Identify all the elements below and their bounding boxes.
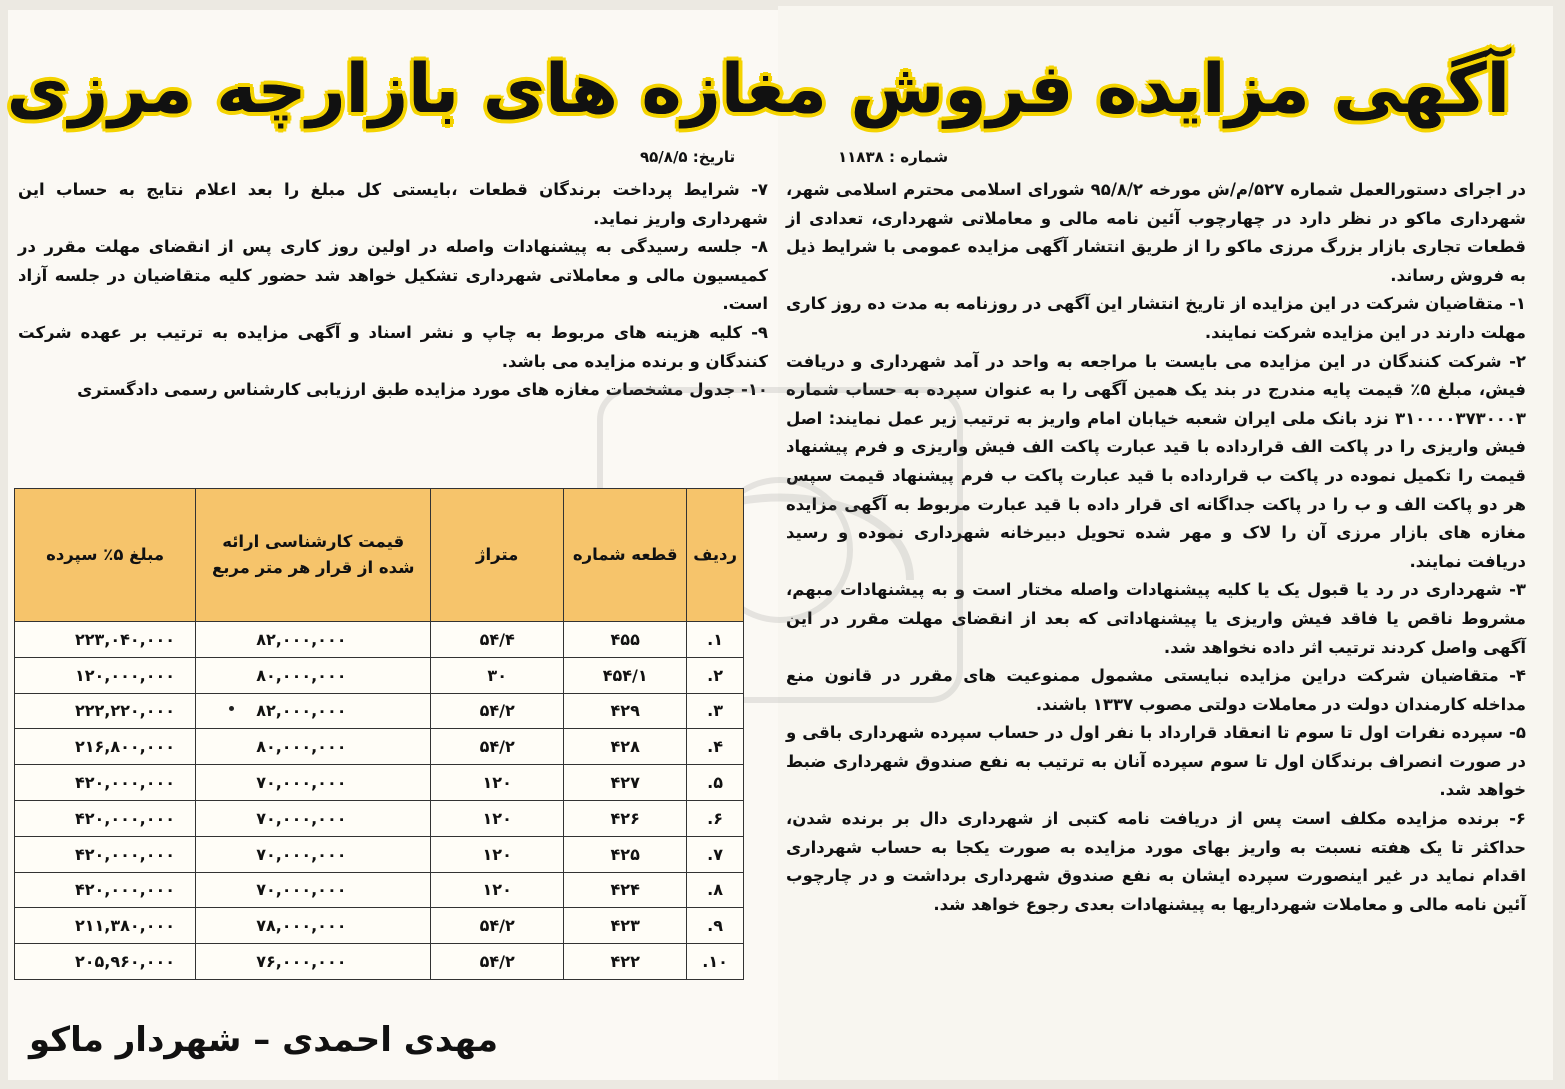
notice-number: شماره : ۱۱۸۳۸ — [838, 148, 949, 166]
cell-deposit-amount: ۱۲۰,۰۰۰,۰۰۰ — [15, 657, 196, 693]
clause-2: ۲- شرکت کنندگان در این مزایده می بایست با مراجعه به واحد در آمد شهرداری و دریافت فیش، مبلغ ۵٪ قیمت پایه مندرج در بند یک همین آگهی را به عنوان سپرده به حساب شماره ۳۱۰۰۰۰۳۷۳۰۰۰۳ نزد بانک ملی ایران شعبه خیابان امام واریز به ترتیب زیر عمل نمایند: اصل فیش واریزی را در پاکت الف قرارداده با قید عبارت پاکت الف فیش واریزی و فرم پیشنهاد قیمت را تکمیل نموده در پاکت ب قرارداده با قید عبارت پاکت ب فرم پیشنهاد قیمت سپس هر دو پاکت الف و ب را در پاکت جداگانه ای قرار داده با قید عبارت مربوط به آگهی مزایده مغازه های بازار مرزی آن را لاک و مهر شده تحویل دبیرخانه شهرداری نموده و رسید دریافت نمایند. — [786, 351, 1526, 571]
cell-lot-number: ۴۵۵ — [564, 622, 687, 658]
shops-table — [14, 488, 744, 1044]
cell-row-no: ۸. — [687, 872, 744, 908]
table-row — [15, 800, 744, 836]
cell-area: ۱۲۰ — [431, 765, 564, 801]
cell-appraised-price: ۷۶,۰۰۰,۰۰۰ — [196, 944, 431, 980]
cell-area: ۳۰ — [431, 657, 564, 693]
table-row — [15, 622, 744, 658]
cell-area: ۵۴/۲ — [431, 908, 564, 944]
cell-deposit-amount: ۴۲۰,۰۰۰,۰۰۰ — [15, 872, 196, 908]
cell-deposit-amount: ۲۱۱,۳۸۰,۰۰۰ — [15, 908, 196, 944]
table-row — [15, 657, 744, 693]
clause-10: ۱۰- جدول مشخصات مغازه های مورد مزایده طبق ارزیابی کارشناس رسمی دادگستری — [77, 380, 768, 400]
header-deposit-amount: مبلغ ۵٪ سپرده — [15, 489, 196, 622]
cell-row-no: ۷. — [687, 836, 744, 872]
header-area: متراژ — [431, 489, 564, 622]
cell-row-no: ۴. — [687, 729, 744, 765]
cell-area: ۵۴/۲ — [431, 693, 564, 729]
table-row — [15, 693, 744, 729]
cell-lot-number: ۴۲۳ — [564, 908, 687, 944]
table-row — [15, 729, 744, 765]
cell-lot-number: ۴۲۶ — [564, 800, 687, 836]
cell-deposit-amount: ۲۰۵,۹۶۰,۰۰۰ — [15, 944, 196, 980]
cell-row-no: ۵. — [687, 765, 744, 801]
cell-lot-number: ۴۲۸ — [564, 729, 687, 765]
table-header-row — [15, 489, 744, 622]
ink-dot — [229, 706, 234, 711]
cell-lot-number: ۴۲۵ — [564, 836, 687, 872]
cell-deposit-amount: ۲۲۳,۰۴۰,۰۰۰ — [15, 622, 196, 658]
cell-lot-number: ۴۲۲ — [564, 944, 687, 980]
clause-6: ۶- برنده مزایده مکلف است پس از دریافت نامه کتبی از شهرداری دال بر برنده شدن، حداکثر تا یک هفته نسبت به واریز بهای مورد مزایده به صورت یکجا به حساب شهرداری اقدام نماید در غیر اینصورت سپرده ایشان به نفع صندوق شهرداری برداشت و در چارچوب آئین نامه مالی و معاملات شهرداریها به پیشنهادات بعدی رجوع خواهد شد. — [786, 809, 1526, 914]
cell-appraised-price: ۸۰,۰۰۰,۰۰۰ — [196, 657, 431, 693]
clause-9: ۹- کلیه هزینه های مربوط به چاپ و نشر اسناد و آگهی مزایده به ترتیب بر عهده شرکت کنندگان و برنده مزایده می باشد. — [18, 322, 768, 371]
cell-appraised-price: ۷۰,۰۰۰,۰۰۰ — [196, 872, 431, 908]
cell-row-no: ۲. — [687, 657, 744, 693]
right-column-text — [786, 176, 1526, 919]
left-column-text — [18, 176, 768, 405]
cell-lot-number: ۴۲۹ — [564, 693, 687, 729]
cell-deposit-amount: ۴۲۰,۰۰۰,۰۰۰ — [15, 800, 196, 836]
cell-area: ۵۴/۴ — [431, 622, 564, 658]
cell-row-no: ۱. — [687, 622, 744, 658]
cell-row-no: ۹. — [687, 908, 744, 944]
cell-deposit-amount: ۲۲۲,۲۲۰,۰۰۰ — [15, 693, 196, 729]
cell-appraised-price: ۸۰,۰۰۰,۰۰۰ — [196, 729, 431, 765]
cell-appraised-price: ۷۰,۰۰۰,۰۰۰ — [196, 836, 431, 872]
cell-appraised-price: ۸۲,۰۰۰,۰۰۰ — [196, 693, 431, 729]
clause-4: ۴- متقاضیان شرکت دراین مزایده نبایستی مشمول ممنوعیت های مقرر در قانون منع مداخله کارمندان دولت در معاملات دولتی مصوب ۱۳۳۷ باشند. — [786, 666, 1526, 714]
intro-paragraph: در اجرای دستورالعمل شماره ۵۲۷/م/ش مورخه ۹۵/۸/۲ شورای اسلامی محترم اسلامی شهر، شهرداری ماکو در نظر دارد در چهارچوب آئین نامه مالی و معاملاتی شهرداری، تعدادی از قطعات تجاری بازار بزرگ مرزی ماکو را از طریق انتشار آگهی مزایده عمومی با شرایط ذیل به فروش رساند. — [786, 180, 1526, 285]
notice-date: تاریخ: ۹۵/۸/۵ — [640, 148, 736, 166]
cell-deposit-amount: ۲۱۶,۸۰۰,۰۰۰ — [15, 729, 196, 765]
signature-line: مهدی احمدی – شهردار ماکو — [28, 1020, 498, 1060]
cell-appraised-price: ۷۰,۰۰۰,۰۰۰ — [196, 800, 431, 836]
cell-area: ۱۲۰ — [431, 872, 564, 908]
table-row — [15, 872, 744, 908]
clause-7: ۷- شرایط پرداخت برندگان قطعات ،بایستی کل مبلغ را بعد اعلام نتایج به حساب این شهرداری واریز نماید. — [18, 180, 768, 228]
cell-lot-number: ۴۵۴/۱ — [564, 657, 687, 693]
notice-title: آگهی مزایده فروش مغازه های بازارچه مرزی — [6, 50, 1510, 129]
clause-3: ۳- شهرداری در رد یا قبول یک یا کلیه پیشنهادات واصله مختار است و به پیشنهادات مبهم، مشروط ناقص یا فاقد فیش واریزی یا پیشنهاداتی که بعد از انقضای مهلت مقرر در این آگهی واصل کردند ترتیب اثر داده نخواهد شد. — [786, 580, 1526, 657]
header-row-no: ردیف — [687, 489, 744, 622]
table-row — [15, 944, 744, 980]
cell-area: ۵۴/۲ — [431, 944, 564, 980]
header-lot-number: قطعه شماره — [564, 489, 687, 622]
cell-area: ۵۴/۲ — [431, 729, 564, 765]
cell-lot-number: ۴۲۷ — [564, 765, 687, 801]
table-row — [15, 765, 744, 801]
clause-1: ۱- متقاضیان شرکت در این مزایده از تاریخ انتشار این آگهی در روزنامه به مدت ده روز کاری مهلت دارند در این مزایده شرکت نمایند. — [786, 294, 1526, 342]
cell-deposit-amount: ۴۲۰,۰۰۰,۰۰۰ — [15, 836, 196, 872]
header-appraised-price: قیمت کارشناسی ارائه شده از قرار هر متر مربع — [196, 489, 431, 622]
table-row — [15, 908, 744, 944]
clause-5: ۵- سپرده نفرات اول تا سوم تا انعقاد قرارداد با نفر اول در حساب سپرده شهرداری باقی و در صورت انصراف برندگان اول تا سوم سپرده آنان به ترتیب به نفع صندوق شهرداری ضبط خواهد شد. — [786, 723, 1526, 800]
cell-appraised-price: ۷۸,۰۰۰,۰۰۰ — [196, 908, 431, 944]
cell-appraised-price: ۸۲,۰۰۰,۰۰۰ — [196, 622, 431, 658]
table-row — [15, 836, 744, 872]
cell-deposit-amount: ۴۲۰,۰۰۰,۰۰۰ — [15, 765, 196, 801]
cell-lot-number: ۴۲۴ — [564, 872, 687, 908]
cell-row-no: ۳. — [687, 693, 744, 729]
clause-8: ۸- جلسه رسیدگی به پیشنهادات واصله در اولین روز کاری پس از انقضای مهلت مقرر در کمیسیون مالی و معاملاتی شهرداری تشکیل خواهد شد حضور کلیه متقاضیان در جلسه آزاد است. — [18, 237, 768, 314]
cell-row-no: ۶. — [687, 800, 744, 836]
cell-appraised-price: ۷۰,۰۰۰,۰۰۰ — [196, 765, 431, 801]
cell-area: ۱۲۰ — [431, 800, 564, 836]
cell-row-no: ۱۰. — [687, 944, 744, 980]
cell-area: ۱۲۰ — [431, 836, 564, 872]
